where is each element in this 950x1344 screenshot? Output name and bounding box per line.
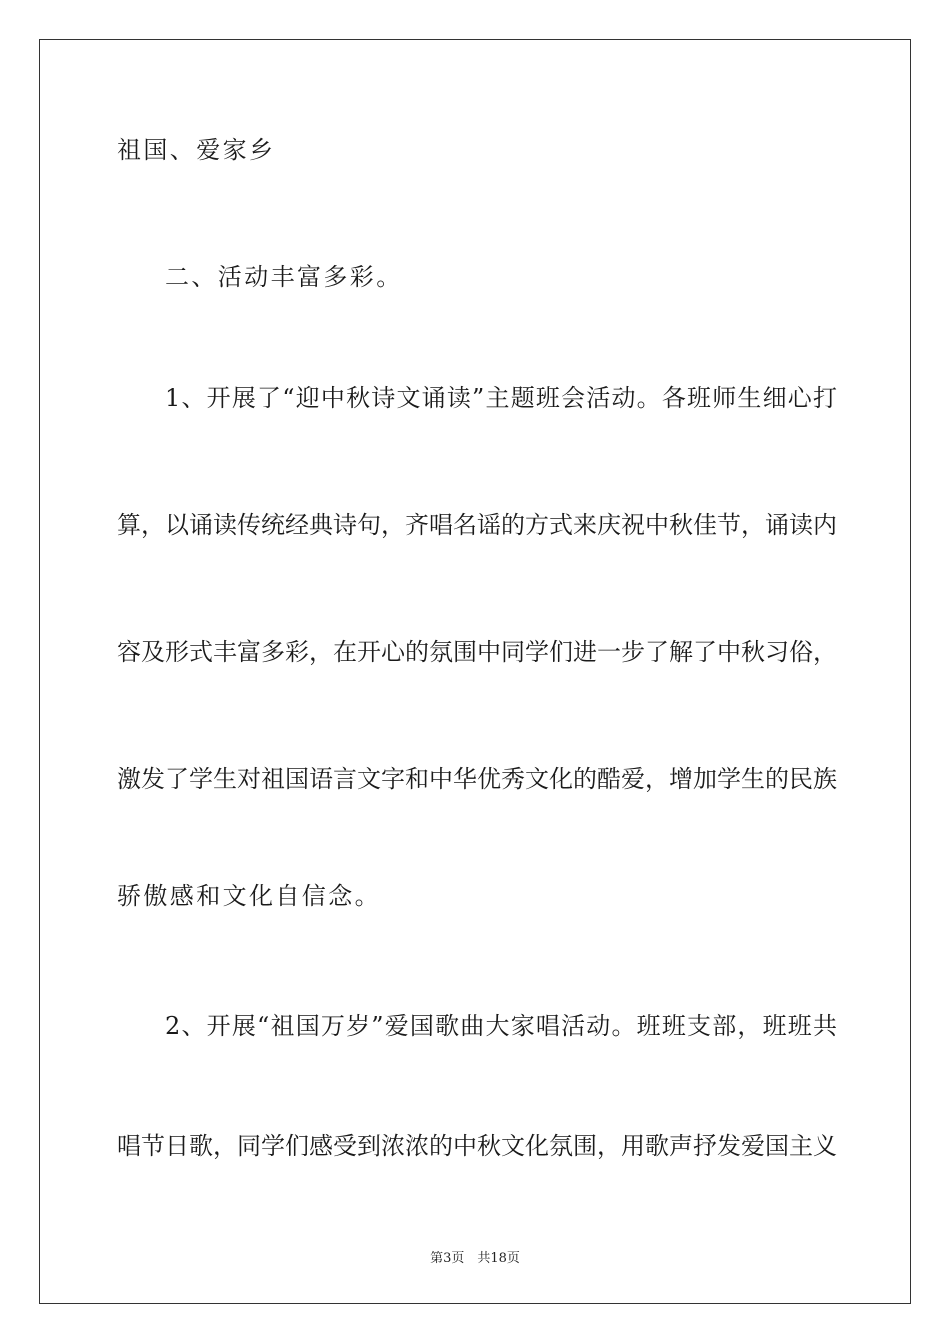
text-line: 2、开展“祖国万岁”爱国歌曲大家唱活动。班班支部，班班共 <box>165 1012 837 1040</box>
text-line: 算，以诵读传统经典诗句，齐唱名谣的方式来庆祝中秋佳节，诵读内 <box>117 511 837 539</box>
page-border <box>39 39 911 1304</box>
text-line: 容及形式丰富多彩，在开心的氛围中同学们进一步了解了中秋习俗， <box>117 638 837 666</box>
section-heading: 二、活动丰富多彩。 <box>165 263 403 291</box>
text-line: 1、开展了“迎中秋诗文诵读”主题班会活动。各班师生细心打 <box>165 384 837 412</box>
text-line: 骄傲感和文化自信念。 <box>117 882 381 910</box>
page-number-footer: 第3页 共18页 <box>430 1251 520 1266</box>
text-line: 祖国、爱家乡 <box>117 136 276 164</box>
text-line: 激发了学生对祖国语言文字和中华优秀文化的酷爱，增加学生的民族 <box>117 765 837 793</box>
text-line: 唱节日歌，同学们感受到浓浓的中秋文化氛围，用歌声抒发爱国主义 <box>117 1132 837 1160</box>
